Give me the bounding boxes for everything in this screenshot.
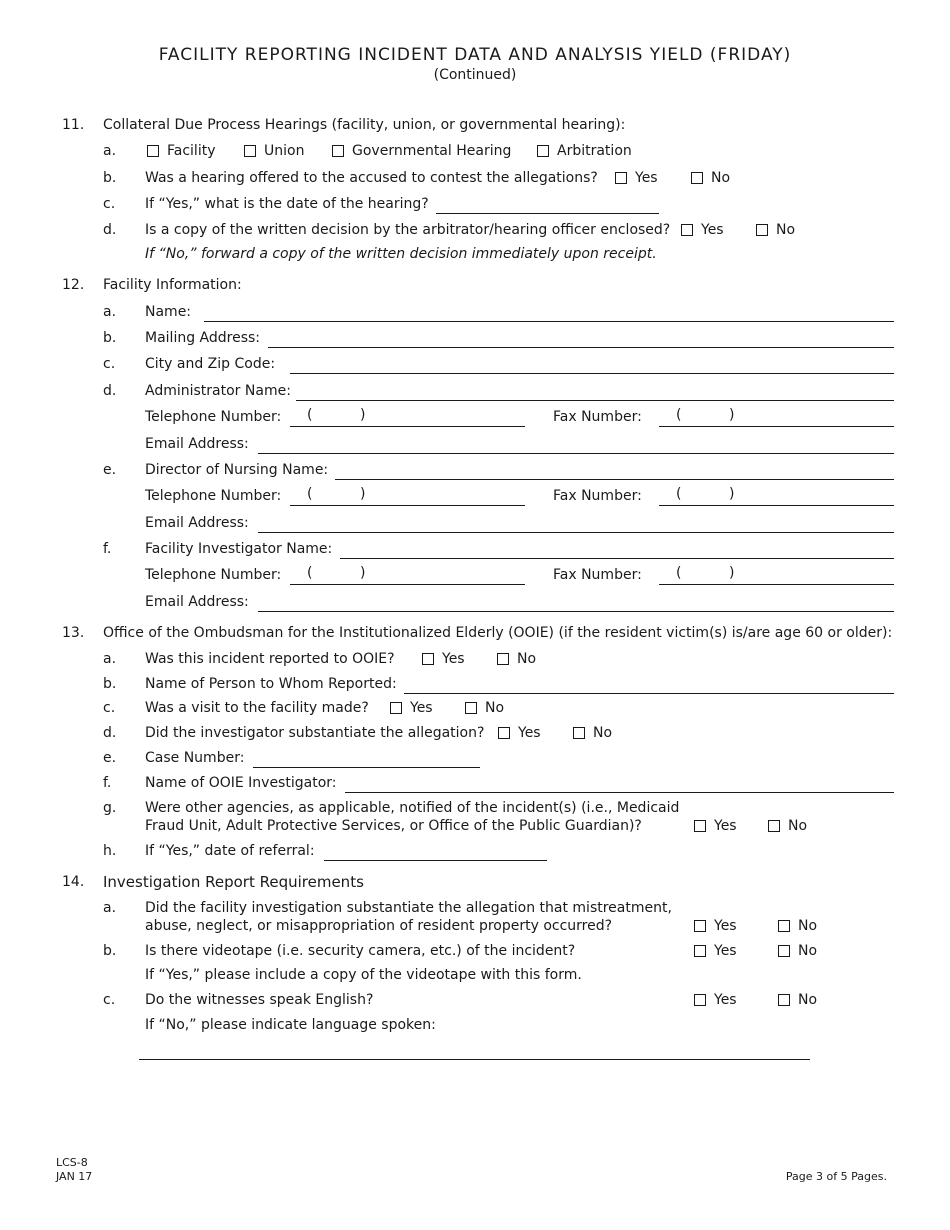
administrator-phone-paren-close: ) xyxy=(360,407,366,423)
investigator-phone-paren-open: ( xyxy=(307,565,313,581)
visit-made-yes-checkbox[interactable] xyxy=(390,702,402,714)
ooie-investigator-field[interactable] xyxy=(345,792,894,793)
section-12-title: Facility Information: xyxy=(103,277,242,293)
item-12c-letter: c. xyxy=(103,356,116,372)
decision-enclosed-yes-label: Yes xyxy=(701,222,724,238)
decision-enclosed-yes-checkbox[interactable] xyxy=(681,224,693,236)
videotape-no-label: No xyxy=(798,943,818,959)
section-12-number: 12. xyxy=(62,277,85,293)
facility-substantiate-yes-label: Yes xyxy=(714,918,737,934)
investigator-email-label: Email Address: xyxy=(145,594,249,610)
form-id: LCS-8 xyxy=(56,1156,88,1169)
videotape-no-checkbox[interactable] xyxy=(778,945,790,957)
hearing-offered-yes-checkbox[interactable] xyxy=(615,172,627,184)
investigator-fax-field[interactable] xyxy=(659,584,894,585)
director-nursing-field[interactable] xyxy=(335,479,894,480)
administrator-fax-field[interactable] xyxy=(659,426,894,427)
investigator-email-field[interactable] xyxy=(258,611,894,612)
governmental-hearing-checkbox[interactable] xyxy=(332,145,344,157)
substantiate-no-checkbox[interactable] xyxy=(573,727,585,739)
facility-name-label: Name: xyxy=(145,304,192,320)
administrator-name-label: Administrator Name: xyxy=(145,383,291,399)
page-subtitle: (Continued) xyxy=(433,67,517,83)
visit-made-no-label: No xyxy=(485,700,505,716)
item-11d-letter: d. xyxy=(103,222,117,238)
investigator-fax-paren-open: ( xyxy=(676,565,682,581)
facility-substantiate-no-checkbox[interactable] xyxy=(778,920,790,932)
language-spoken-field[interactable] xyxy=(139,1059,810,1060)
director-fax-field[interactable] xyxy=(659,505,894,506)
union-checkbox[interactable] xyxy=(244,145,256,157)
videotape-yes-label: Yes xyxy=(714,943,737,959)
mailing-address-field[interactable] xyxy=(268,347,894,348)
item-13a-question: Was this incident reported to OOIE? xyxy=(145,651,395,667)
administrator-fax-paren-open: ( xyxy=(676,407,682,423)
investigator-phone-label: Telephone Number: xyxy=(145,567,282,583)
administrator-email-field[interactable] xyxy=(258,453,894,454)
ooie-investigator-label: Name of OOIE Investigator: xyxy=(145,775,337,791)
agencies-notified-no-label: No xyxy=(788,818,808,834)
facility-investigator-label: Facility Investigator Name: xyxy=(145,541,333,557)
item-11a-letter: a. xyxy=(103,143,117,159)
facility-investigator-field[interactable] xyxy=(340,558,894,559)
decision-enclosed-no-label: No xyxy=(776,222,796,238)
reported-ooie-no-checkbox[interactable] xyxy=(497,653,509,665)
form-date: JAN 17 xyxy=(56,1170,93,1183)
agencies-notified-yes-checkbox[interactable] xyxy=(694,820,706,832)
item-12b-letter: b. xyxy=(103,330,117,346)
item-13g-letter: g. xyxy=(103,800,117,816)
item-14c-letter: c. xyxy=(103,992,116,1008)
substantiate-no-label: No xyxy=(593,725,613,741)
section-13-number: 13. xyxy=(62,625,85,641)
investigator-phone-paren-close: ) xyxy=(360,565,366,581)
investigator-phone-field[interactable] xyxy=(290,584,525,585)
agencies-notified-yes-label: Yes xyxy=(714,818,737,834)
substantiate-yes-checkbox[interactable] xyxy=(498,727,510,739)
director-fax-paren-open: ( xyxy=(676,486,682,502)
page-title: FACILITY REPORTING INCIDENT DATA AND ANALYSIS YIELD (FRIDAY) xyxy=(158,45,792,65)
item-14a-question-line2: abuse, neglect, or misappropriation of resident property occurred? xyxy=(145,918,613,934)
agencies-notified-no-checkbox[interactable] xyxy=(768,820,780,832)
facility-substantiate-yes-checkbox[interactable] xyxy=(694,920,706,932)
reported-ooie-yes-checkbox[interactable] xyxy=(422,653,434,665)
item-13c-question: Was a visit to the facility made? xyxy=(145,700,369,716)
item-11b-letter: b. xyxy=(103,170,117,186)
item-11b-question: Was a hearing offered to the accused to contest the allegations? xyxy=(145,170,598,186)
speak-english-yes-label: Yes xyxy=(714,992,737,1008)
director-phone-paren-close: ) xyxy=(360,486,366,502)
hearing-offered-no-label: No xyxy=(711,170,731,186)
referral-date-field[interactable] xyxy=(324,860,547,861)
facility-checkbox[interactable] xyxy=(147,145,159,157)
item-13g-question-line2: Fraud Unit, Adult Protective Services, or Office of the Public Guardian)? xyxy=(145,818,642,834)
videotape-yes-checkbox[interactable] xyxy=(694,945,706,957)
person-reported-field[interactable] xyxy=(404,693,894,694)
decision-enclosed-no-checkbox[interactable] xyxy=(756,224,768,236)
page-number: Page 3 of 5 Pages. xyxy=(785,1170,887,1183)
director-phone-paren-open: ( xyxy=(307,486,313,502)
item-14c-question: Do the witnesses speak English? xyxy=(145,992,374,1008)
section-11-title: Collateral Due Process Hearings (facility, union, or governmental hearing): xyxy=(103,117,626,133)
item-13d-question: Did the investigator substantiate the allegation? xyxy=(145,725,485,741)
union-label: Union xyxy=(264,143,305,159)
administrator-name-field[interactable] xyxy=(296,400,894,401)
item-11d-question: Is a copy of the written decision by the arbitrator/hearing officer enclosed? xyxy=(145,222,671,238)
item-12d-letter: d. xyxy=(103,383,117,399)
mailing-address-label: Mailing Address: xyxy=(145,330,261,346)
hearing-offered-no-checkbox[interactable] xyxy=(691,172,703,184)
director-nursing-label: Director of Nursing Name: xyxy=(145,462,329,478)
item-14a-question-line1: Did the facility investigation substantiate the allegation that mistreatment, xyxy=(145,900,672,916)
person-reported-label: Name of Person to Whom Reported: xyxy=(145,676,397,692)
item-12a-letter: a. xyxy=(103,304,117,320)
item-14b-letter: b. xyxy=(103,943,117,959)
speak-english-no-checkbox[interactable] xyxy=(778,994,790,1006)
director-phone-field[interactable] xyxy=(290,505,525,506)
item-11c-question: If “Yes,” what is the date of the hearing? xyxy=(145,196,429,212)
administrator-phone-paren-open: ( xyxy=(307,407,313,423)
director-fax-paren-close: ) xyxy=(729,486,735,502)
investigator-fax-paren-close: ) xyxy=(729,565,735,581)
visit-made-no-checkbox[interactable] xyxy=(465,702,477,714)
city-zip-field[interactable] xyxy=(290,373,894,374)
section-14-title: Investigation Report Requirements xyxy=(103,873,364,891)
referral-date-label: If “Yes,” date of referral: xyxy=(145,843,315,859)
director-phone-label: Telephone Number: xyxy=(145,488,282,504)
item-13h-letter: h. xyxy=(103,843,117,859)
item-12f-letter: f. xyxy=(103,541,112,557)
director-fax-label: Fax Number: xyxy=(553,488,642,504)
section-13-title: Office of the Ombudsman for the Institutionalized Elderly (OOIE) (if the resident victim(s) is/are age 60 or older): xyxy=(103,625,893,641)
item-14a-letter: a. xyxy=(103,900,117,916)
administrator-phone-field[interactable] xyxy=(290,426,525,427)
arbitration-checkbox[interactable] xyxy=(537,145,549,157)
reported-ooie-yes-label: Yes xyxy=(442,651,465,667)
arbitration-label: Arbitration xyxy=(557,143,632,159)
hearing-offered-yes-label: Yes xyxy=(635,170,658,186)
item-12e-letter: e. xyxy=(103,462,117,478)
item-14b-note: If “Yes,” please include a copy of the videotape with this form. xyxy=(145,967,582,983)
administrator-fax-label: Fax Number: xyxy=(553,409,642,425)
reported-ooie-no-label: No xyxy=(517,651,537,667)
item-14c-note: If “No,” please indicate language spoken: xyxy=(145,1017,436,1033)
section-14-number: 14. xyxy=(62,874,85,890)
item-11c-letter: c. xyxy=(103,196,116,212)
case-number-field[interactable] xyxy=(253,767,480,768)
investigator-fax-label: Fax Number: xyxy=(553,567,642,583)
administrator-fax-paren-close: ) xyxy=(729,407,735,423)
item-11d-note: If “No,” forward a copy of the written decision immediately upon receipt. xyxy=(145,246,657,262)
facility-label: Facility xyxy=(167,143,216,159)
item-13e-letter: e. xyxy=(103,750,117,766)
city-zip-label: City and Zip Code: xyxy=(145,356,276,372)
item-13a-letter: a. xyxy=(103,651,117,667)
facility-name-field[interactable] xyxy=(204,321,894,322)
item-13d-letter: d. xyxy=(103,725,117,741)
case-number-label: Case Number: xyxy=(145,750,245,766)
speak-english-no-label: No xyxy=(798,992,818,1008)
item-13b-letter: b. xyxy=(103,676,117,692)
section-11-number: 11. xyxy=(62,117,85,133)
substantiate-yes-label: Yes xyxy=(518,725,541,741)
speak-english-yes-checkbox[interactable] xyxy=(694,994,706,1006)
facility-substantiate-no-label: No xyxy=(798,918,818,934)
director-email-field[interactable] xyxy=(258,532,894,533)
administrator-email-label: Email Address: xyxy=(145,436,249,452)
item-13g-question-line1: Were other agencies, as applicable, notified of the incident(s) (i.e., Medicaid xyxy=(145,800,680,816)
hearing-date-field[interactable] xyxy=(436,213,659,214)
item-13f-letter: f. xyxy=(103,775,112,791)
governmental-hearing-label: Governmental Hearing xyxy=(352,143,512,159)
visit-made-yes-label: Yes xyxy=(410,700,433,716)
director-email-label: Email Address: xyxy=(145,515,249,531)
administrator-phone-label: Telephone Number: xyxy=(145,409,282,425)
item-14b-question: Is there videotape (i.e. security camera, etc.) of the incident? xyxy=(145,943,576,959)
item-13c-letter: c. xyxy=(103,700,116,716)
